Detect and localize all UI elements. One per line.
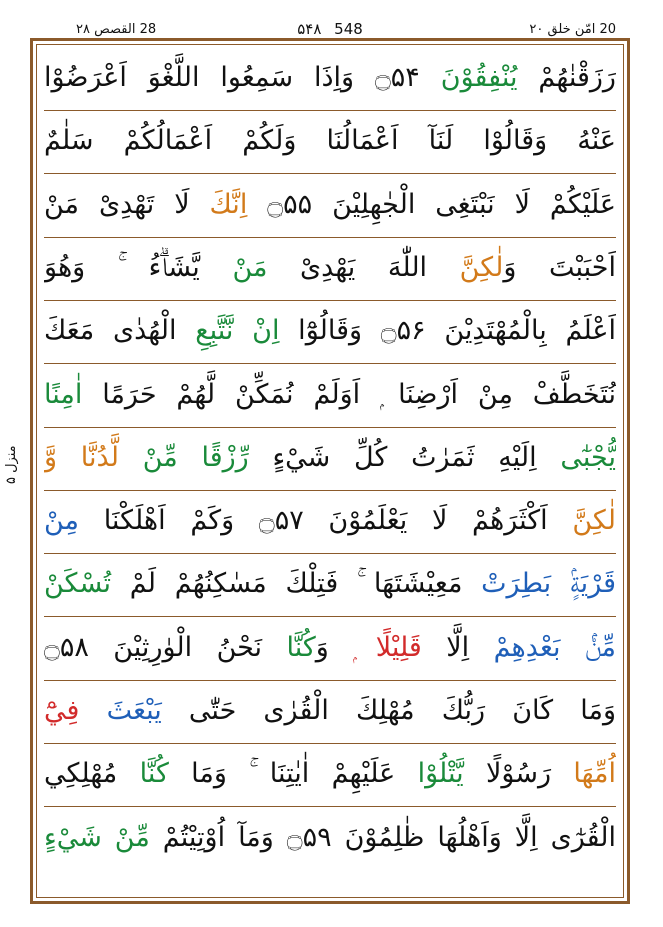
text-line-5 bbox=[44, 301, 616, 364]
text-segment: مُهْلِكِي bbox=[44, 758, 140, 790]
text-segment: اَكْثَرَهُمْ لَا يَعْلَمُوْنَ ۝۵۷ وَكَمْ اَهْلَكْنَا bbox=[79, 505, 573, 537]
text-segment: نَحْنُ الْوٰرِثِيْنَ ۝۵۸ bbox=[44, 631, 287, 663]
para-name: 20 امّن خلق ۲۰ bbox=[529, 22, 616, 37]
text-segment: عَنْهُ وَقَالُوْا لَنَآ اَعْمَالُنَا وَلَكُمْ اَعْمَالُكُمْ سَلٰمٌ bbox=[44, 125, 616, 157]
text-segment: تُسْكَنْ bbox=[44, 568, 112, 600]
text-segment: رَزَقْنٰهُمْ bbox=[517, 62, 616, 93]
text-segment: رِّزْقًا مِّنْ bbox=[142, 441, 249, 473]
text-segment: مِنْ bbox=[44, 505, 80, 537]
text-segment: لَا تَهْدِىْ مَنْ bbox=[44, 188, 210, 220]
text-segment: اَعْلَمُ بِالْمُهْتَدِيْنَ ۝۵۶ وَقَالُوْٓا bbox=[279, 315, 616, 347]
text-segment: مِّنْ شَيْءٍ bbox=[44, 821, 150, 853]
text-segment: اِلَيْهِ ثَمَرٰتُ كُلِّ شَيْءٍ bbox=[248, 441, 561, 473]
text-segment: وَ bbox=[315, 631, 354, 663]
text-segment: مِّنْۢ بَعْدِهِمْ bbox=[493, 631, 616, 663]
text-line-6 bbox=[44, 365, 616, 428]
text-line-1 bbox=[44, 48, 616, 111]
text-segment: الْهُدٰى مَعَكَ bbox=[44, 315, 196, 347]
text-line-7 bbox=[44, 428, 616, 491]
text-segment: عَلَيْكُمْ لَا نَبْتَغِى الْجٰهِلِيْنَ ۝۵۵ bbox=[247, 188, 616, 220]
text-segment: فِيْٓ bbox=[44, 695, 107, 726]
text-segment: عَلَيْهِمْ اٰيٰتِنَا ۚ وَمَا bbox=[168, 758, 418, 790]
text-segment: يَّتْلُوْا bbox=[417, 758, 464, 790]
page-header bbox=[36, 18, 624, 42]
text-segment: كُنَّا bbox=[139, 758, 169, 790]
text-segment: اِنْ نَّتَّبِعِ bbox=[195, 315, 280, 347]
text-segment: اللّٰهَ يَهْدِىْ bbox=[267, 251, 460, 283]
text-segment: اِلَّا bbox=[421, 631, 494, 663]
text-segment: لَّدُنَّا وَّ bbox=[44, 441, 143, 473]
text-segment: ۝۵۴ وَاِذَا سَمِعُوا اللَّغْوَ اَعْرَضُوْا bbox=[44, 62, 441, 93]
manzil-label: منزل ۵ bbox=[4, 445, 19, 485]
text-segment: يُّجْبٰٓى bbox=[560, 441, 616, 473]
text-segment: يُنْفِقُوْنَ bbox=[440, 62, 518, 93]
text-segment: اَحْبَبْتَ وَ bbox=[503, 251, 616, 283]
text-line-4 bbox=[44, 238, 616, 301]
text-line-8 bbox=[44, 491, 616, 554]
text-segment: نُتَخَطَّفْ مِنْ اَرْضِنَا ۭ اَوَلَمْ نُمَكِّنْ لَّهُمْ حَرَمًا bbox=[82, 378, 616, 410]
text-line-2 bbox=[44, 111, 616, 174]
text-segment: قَلِيْلًا ۭ bbox=[353, 631, 422, 663]
text-segment: يَبْعَثَ bbox=[106, 695, 162, 726]
text-segment: لٰكِنَّ bbox=[572, 505, 616, 537]
text-segment: اٰمِنًا bbox=[44, 378, 83, 410]
text-line-13 bbox=[44, 808, 616, 871]
text-segment: مَنْ bbox=[232, 251, 268, 283]
page-number-arabic: ۵۴۸ bbox=[297, 20, 322, 38]
text-segment: يَّشَاۗءُ ۚ وَهُوَ bbox=[44, 251, 233, 283]
text-line-10 bbox=[44, 618, 616, 681]
text-segment: لٰكِنَّ bbox=[459, 251, 504, 283]
page-number-latin: 548 bbox=[334, 20, 363, 38]
text-line-11 bbox=[44, 681, 616, 744]
text-line-3 bbox=[44, 175, 616, 238]
text-segment: وَمَا كَانَ رَبُّكَ مُهْلِكَ الْقُرٰى حَتّٰى bbox=[161, 695, 616, 726]
text-segment: اِنَّكَ bbox=[209, 188, 248, 220]
text-line-9 bbox=[44, 554, 616, 617]
text-segment: قَرْيَةٍۢ بَطِرَتْ bbox=[481, 568, 616, 600]
surah-name: 28 القصص ۲۸ bbox=[76, 22, 157, 37]
text-segment: الْقُرٰٓى اِلَّا وَاَهْلُهَا ظٰلِمُوْنَ ۝۵۹ وَمَآ اُوْتِيْتُمْ bbox=[149, 821, 616, 853]
text-line-12 bbox=[44, 744, 616, 807]
text-segment: رَسُوْلًا bbox=[463, 758, 574, 790]
text-segment: كُنَّا bbox=[286, 631, 316, 663]
text-segment: اُمِّهَا bbox=[573, 758, 616, 790]
text-segment: مَعِيْشَتَهَا ۚ فَتِلْكَ مَسٰكِنُهُمْ لَمْ bbox=[111, 568, 482, 600]
